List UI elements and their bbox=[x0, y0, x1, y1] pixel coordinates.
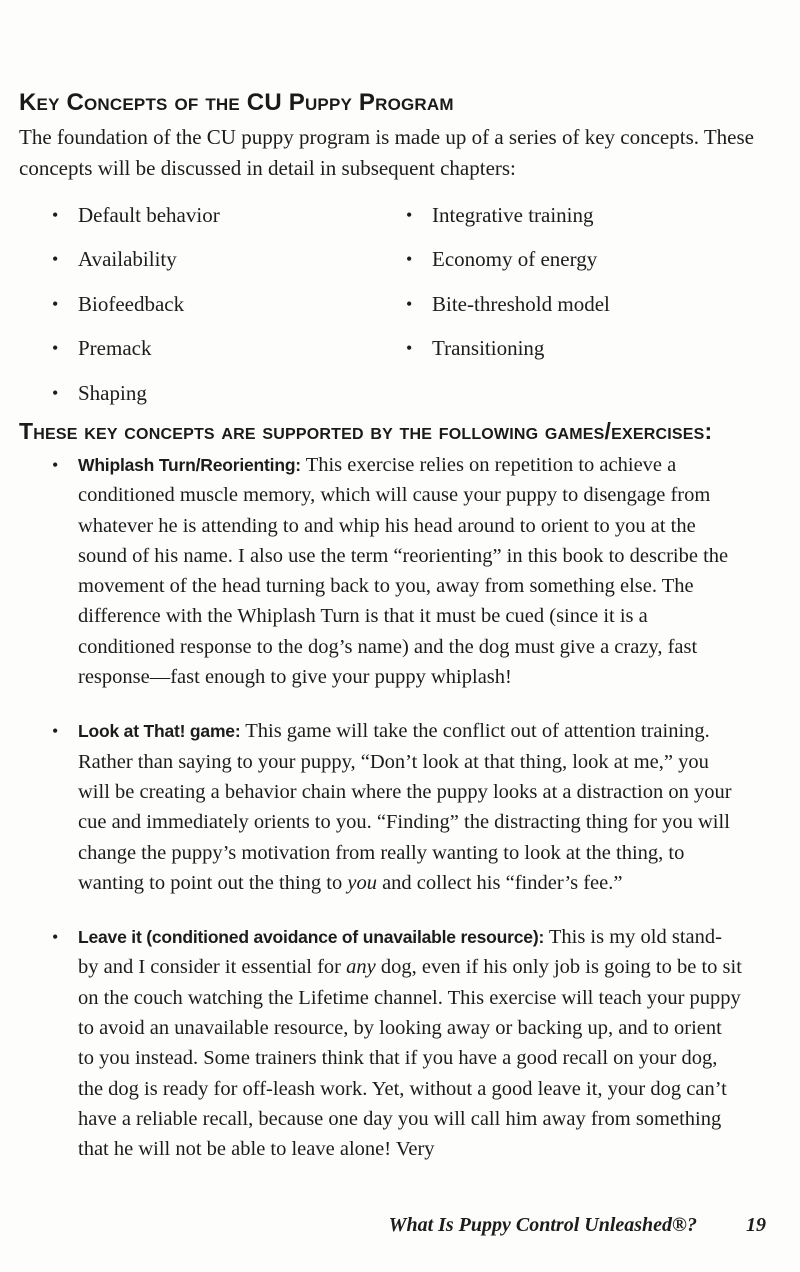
list-item: • Economy of energy bbox=[406, 247, 598, 272]
bullet-icon: • bbox=[52, 382, 59, 403]
list-item: • Availability bbox=[52, 247, 177, 272]
exercise-look-at-that bbox=[52, 716, 742, 898]
bullet-icon: • bbox=[52, 204, 59, 225]
page-number: 19 bbox=[746, 1214, 766, 1236]
bullet-icon: • bbox=[52, 293, 59, 314]
section-heading-games-exercises: These key concepts are supported by the following games/exercises: bbox=[19, 418, 713, 444]
exercise-term: Look at That! game: bbox=[78, 721, 241, 742]
bullet-icon: • bbox=[52, 927, 59, 948]
exercise-term: Leave it (conditioned avoidance of unavailable resource): bbox=[78, 927, 545, 948]
bullet-icon: • bbox=[52, 338, 59, 359]
emphasis-text: you bbox=[347, 871, 377, 894]
exercise-description-end: dog, even if his only job is going to be to sit on the couch watching the Lifetime channel. This exercise will teach your puppy to avoid an unavailable resource, by looking away or backing up, and to orient to you instead. Some trainers think that if you have a good recall on your dog, the dog is ready for off-leash work. Yet, without a good leave it, your dog can’t have a reliable recall, because one day you will call him away from something that he will not be able to leave alone! Very bbox=[78, 956, 742, 1161]
exercise-term: Whiplash Turn/Reorienting: bbox=[78, 455, 301, 475]
exercise-description: This game will take the conflict out of attention training. Rather than saying to your puppy, “Don’t look at that thing, look at me,” you will be creating a behavior chain where the puppy looks at a distraction on your cue and immediately orients to you. “Finding” the distracting thing for you will change the puppy’s motivation from really wanting to look at the thing, to wanting to point out the thing to bbox=[78, 720, 732, 894]
bullet-icon: • bbox=[52, 455, 59, 475]
bullet-icon: • bbox=[406, 249, 413, 270]
bullet-icon: • bbox=[52, 249, 59, 270]
bullet-icon: • bbox=[52, 721, 59, 742]
exercise-description: This is my old stand-by and I consider it essential for bbox=[78, 926, 722, 979]
bullet-icon: • bbox=[406, 293, 413, 314]
list-item: • Transitioning bbox=[406, 336, 545, 361]
bullet-icon: • bbox=[406, 338, 413, 359]
list-item: • Default behavior bbox=[52, 202, 220, 227]
list-item: • Integrative training bbox=[406, 202, 594, 227]
emphasis-text: any bbox=[346, 956, 376, 979]
list-item: • Premack bbox=[52, 336, 152, 361]
list-item: • Shaping bbox=[52, 380, 147, 405]
exercise-whiplash-turn bbox=[52, 450, 742, 692]
games-exercises-list bbox=[52, 450, 742, 1189]
list-item: • Bite-threshold model bbox=[406, 291, 610, 316]
key-concepts-list bbox=[52, 193, 772, 416]
intro-paragraph: The foundation of the CU puppy program is made up of a series of key concepts. These concepts will be discussed in detail in subsequent chapters: bbox=[19, 125, 754, 180]
list-item: • Biofeedback bbox=[52, 291, 185, 316]
running-footer-title: What Is Puppy Control Unleashed®? bbox=[388, 1214, 697, 1236]
bullet-icon: • bbox=[406, 204, 413, 225]
section-heading-key-concepts: Key Concepts of the CU Puppy Program bbox=[19, 89, 454, 116]
exercise-leave-it bbox=[52, 922, 742, 1164]
page-footer bbox=[0, 1208, 800, 1244]
exercise-description: This exercise relies on repetition to achieve a conditioned muscle memory, which will cause your puppy to disengage from whatever he is attending to and whip his head around to orient to you at the sound of his name. I also use the term “reorienting” in this book to describe the movement of the head turning back to you, away from something else. The difference with the Whiplash Turn is that it must be cued (since it is a conditioned response to the dog’s name) and the dog must give a crazy, fast response—fast enough to give your puppy whiplash! bbox=[78, 454, 729, 689]
exercise-description-end: and collect his “finder’s fee.” bbox=[376, 871, 623, 894]
